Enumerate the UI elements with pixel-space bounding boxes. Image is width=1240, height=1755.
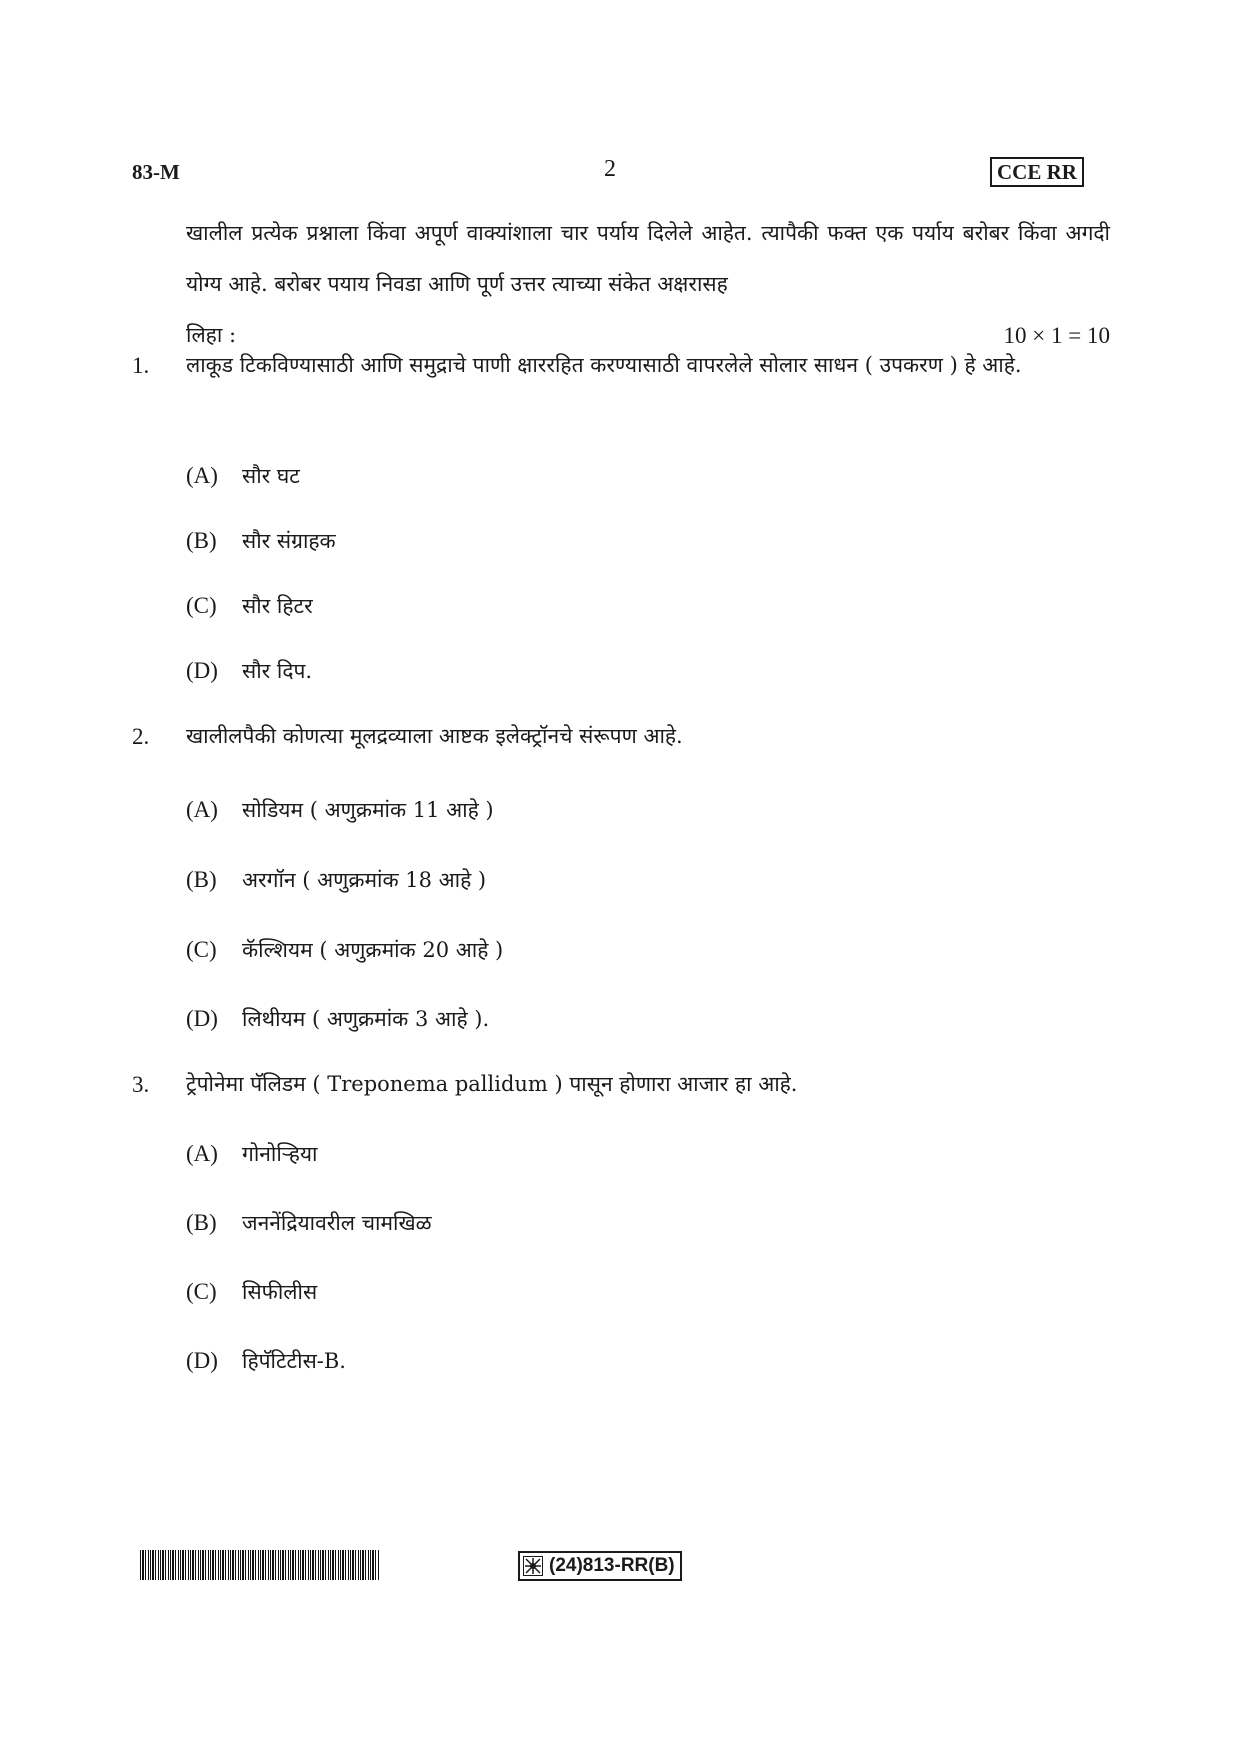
paper-code: 83-M bbox=[132, 160, 180, 184]
option-2a bbox=[186, 795, 494, 825]
series-badge: CCE RR bbox=[990, 157, 1084, 187]
option-3c bbox=[186, 1277, 317, 1307]
marks-allocation: 10 × 1 = 10 bbox=[1003, 323, 1110, 348]
option-text: सिफीलीस bbox=[242, 1280, 318, 1304]
option-text: हिपॅटिटीस-B. bbox=[242, 1349, 346, 1373]
option-text: जननेंद्रियावरील चामखिळ bbox=[242, 1211, 432, 1235]
question-text: लाकूड टिकविण्यासाठी आणि समुद्राचे पाणी क्षाररहित करण्यासाठी वापरलेले सोलार साधन ( उपकरण ) हे आहे. bbox=[186, 353, 1022, 377]
option-label: (B) bbox=[186, 867, 217, 892]
option-text: सोडियम ( अणुक्रमांक 11 आहे ) bbox=[242, 798, 494, 822]
instructions-text: खालील प्रत्येक प्रश्नाला किंवा अपूर्ण वाक्यांशाला चार पर्याय दिलेले आहेत. त्यापैकी फक्त एक पर्याय बरोबर किंवा अगदी योग्य आहे. बरोबर पयाय निवडा आणि पूर्ण उत्तर त्याच्या संकेत अक्षरासह bbox=[186, 221, 1110, 296]
option-label: (D) bbox=[186, 1006, 218, 1031]
option-2b bbox=[186, 865, 486, 895]
option-3a bbox=[186, 1139, 317, 1169]
question-3 bbox=[132, 1059, 1110, 1110]
option-label: (B) bbox=[186, 1210, 217, 1235]
instructions-write: लिहा : bbox=[186, 323, 237, 347]
option-label: (C) bbox=[186, 593, 217, 618]
question-number: 2. bbox=[132, 724, 150, 749]
option-2c bbox=[186, 935, 503, 965]
option-label: (A) bbox=[186, 797, 218, 822]
option-text: गोनोऱ्हिया bbox=[242, 1142, 318, 1166]
barcode bbox=[140, 1550, 380, 1580]
option-1d bbox=[186, 656, 312, 686]
option-label: (C) bbox=[186, 1279, 217, 1304]
option-text: सौर दिप. bbox=[242, 659, 313, 683]
question-number: 3. bbox=[132, 1072, 150, 1097]
option-text: सौर संग्राहक bbox=[242, 529, 336, 553]
option-2d bbox=[186, 1004, 489, 1034]
option-1b bbox=[186, 526, 336, 556]
option-label: (B) bbox=[186, 528, 217, 553]
emblem-icon bbox=[523, 1556, 543, 1576]
option-text: लिथीयम ( अणुक्रमांक 3 आहे ). bbox=[242, 1007, 490, 1031]
option-1c bbox=[186, 591, 313, 621]
page-number: 2 bbox=[604, 156, 616, 182]
footer-code: (24)813-RR(B) bbox=[549, 1555, 675, 1576]
option-text: सौर हिटर bbox=[242, 594, 313, 618]
option-text: सौर घट bbox=[242, 464, 300, 488]
option-1a bbox=[186, 461, 300, 491]
option-3d bbox=[186, 1346, 346, 1376]
question-text: खालीलपैकी कोणत्या मूलद्रव्याला आष्टक इलेक्ट्रॉनचे संरूपण आहे. bbox=[186, 724, 683, 748]
question-1 bbox=[132, 340, 1110, 391]
option-text: कॅल्शियम ( अणुक्रमांक 20 आहे ) bbox=[242, 938, 504, 962]
option-label: (A) bbox=[186, 1141, 218, 1166]
footer-code-box bbox=[518, 1551, 682, 1581]
option-3b bbox=[186, 1208, 432, 1238]
question-number: 1. bbox=[132, 353, 150, 378]
option-label: (A) bbox=[186, 463, 218, 488]
option-label: (C) bbox=[186, 937, 217, 962]
option-label: (D) bbox=[186, 1348, 218, 1373]
option-label: (D) bbox=[186, 658, 218, 683]
question-2 bbox=[132, 711, 1110, 762]
instructions bbox=[186, 208, 1110, 361]
question-text: ट्रेपोनेमा पॅलिडम ( Treponema pallidum ) पासून होणारा आजार हा आहे. bbox=[186, 1072, 798, 1096]
option-text: अरगॉन ( अणुक्रमांक 18 आहे ) bbox=[242, 868, 487, 892]
